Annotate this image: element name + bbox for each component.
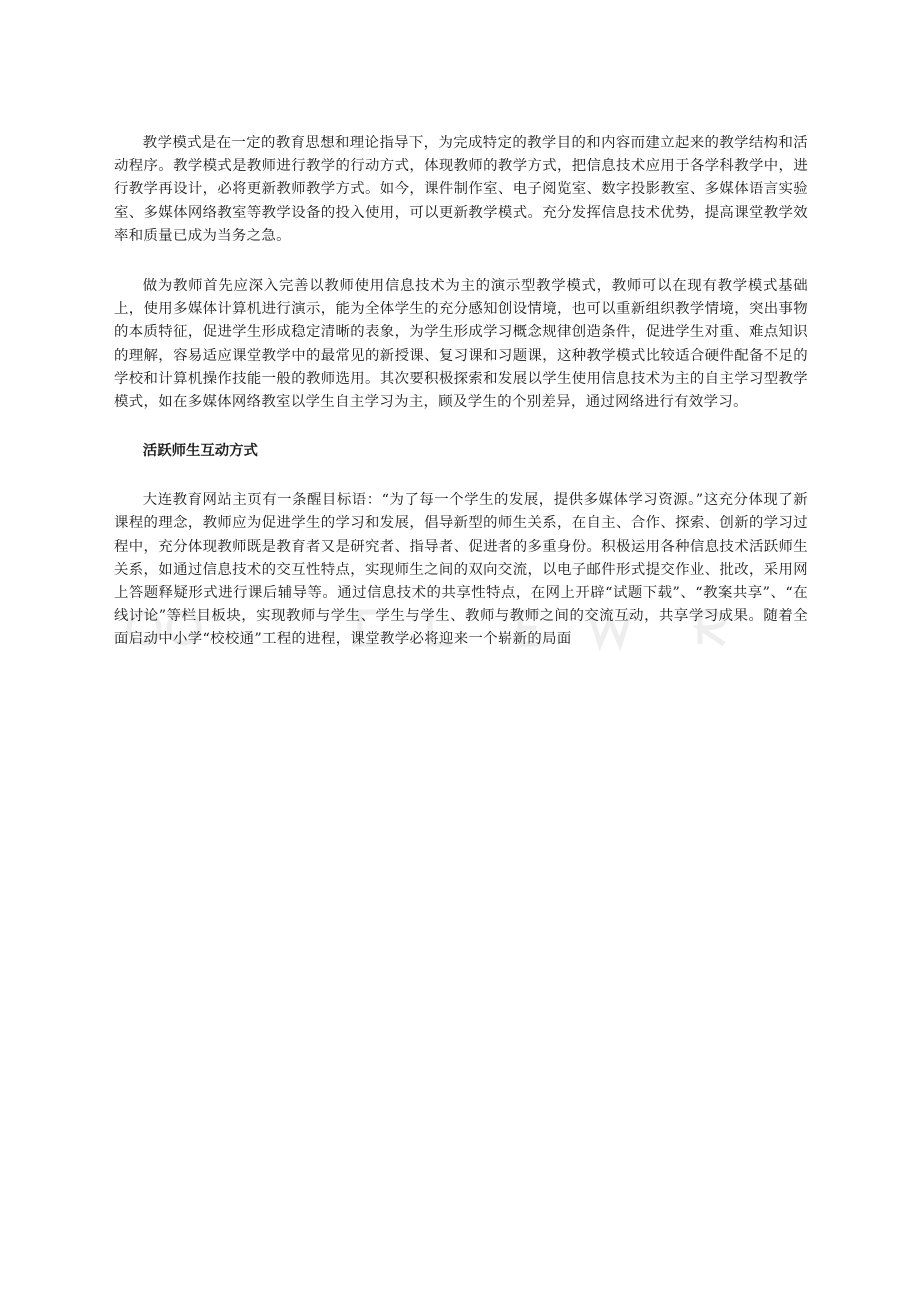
document-body [114, 132, 808, 652]
paragraph-spacer [114, 414, 808, 440]
paragraph-spacer [114, 463, 808, 489]
paragraph-spacer [114, 248, 808, 275]
section-heading: 活跃师生互动方式 [142, 443, 258, 460]
paragraph-interaction: 大连教育网站主页有一条醒目标语：“为了每一个学生的发展，提供多媒体学习资源。”这充分体现了新课程的理念，教师应为促进学生的学习和发展，倡导新型的师生关系，在自主、合作、探索、创新的学习过程中，充分体现教师既是教育者又是研究者、指导者、促进者的多重身份。积极运用各种信息技术活跃师生关系，如通过信息技术的交互性特点，实现师生之间的双向交流，以电子邮件形式提交作业、批改，采用网上答题释疑形式进行课后辅导等。通过信息技术的共享性特点，在网上开辟“试题下载”、“教案共享”、“在线讨论”等栏目板块，实现教师与学生、学生与学生、教师与教师之间的交流互动，共享学习成果。随着全面启动中小学“校校通”工程的进程，课堂教学必将迎来一个崭新的局面 [114, 492, 808, 648]
paragraph-demonstration-mode: 做为教师首先应深入完善以教师使用信息技术为主的演示型教学模式，教师可以在现有教学模式基础上，使用多媒体计算机进行演示，能为全体学生的充分感知创设情境，也可以重新组织教学情境，突出事物的本质特征，促进学生形成稳定清晰的表象，为学生形成学习概念规律创造条件，促进学生对重、难点知识的理解，容易适应课堂教学中的最常见的新授课、复习课和习题课，这种教学模式比较适合硬件配备不足的学校和计算机操作技能一般的教师选用。其次要积极探索和发展以学生使用信息技术为主的自主学习型教学模式，如在多媒体网络教室以学生自主学习为主，顾及学生的个别差异，通过网络进行有效学习。 [114, 278, 808, 411]
paragraph-teaching-mode: 教学模式是在一定的教育思想和理论指导下，为完成特定的教学目的和内容而建立起来的教学结构和活动程序。教学模式是教师进行教学的行动方式，体现教师的教学方式，把信息技术应用于各学科教学中，进行教学再设计，必将更新教师教学方式。如今，课件制作室、电子阅览室、数字投影教室、多媒体语言实验室、多媒体网络教室等教学设备的投入使用，可以更新教学模式。充分发挥信息技术优势，提高课堂教学效率和质量已成为当务之急。 [114, 135, 808, 244]
